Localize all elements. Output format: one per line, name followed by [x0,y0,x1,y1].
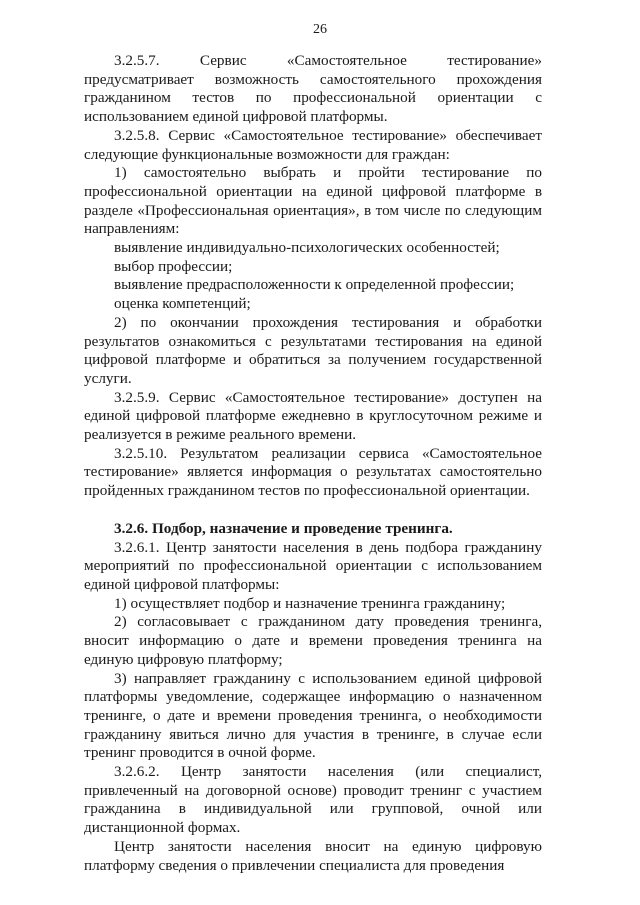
paragraph-3-2-6-2: 3.2.6.2. Центр занятости населения (или специалист, привлеченный на договорной основе) проводит тренинг с участием гражданина в индивидуальной или групповой, очной или дистанционной формах. [84,763,542,837]
document-body [84,52,542,875]
list-item: выявление индивидуально-психологических особенностей; [114,239,500,257]
list-item: 2) согласовывает с гражданином дату проведения тренинга, вносит информацию о дате и времени проведения тренинга на единую цифровую платформу; [84,613,542,668]
list-item: выявление предрасположенности к определенной профессии; [114,276,515,294]
paragraph-3-2-6-1: 3.2.6.1. Центр занятости населения в день подбора гражданину мероприятий по профессиональной ориентации с использованием единой цифровой платформы: [84,538,542,593]
list-item: 1) осуществляет подбор и назначение тренинга гражданину; [114,594,506,612]
list-item: 1) самостоятельно выбрать и пройти тестирование по профессиональной ориентации на единой цифровой платформе в разделе «Профессиональная ориентация», в том числе по следующим направлениям: [84,164,542,238]
list-item: выбор профессии; [114,257,233,275]
page-number: 26 [313,22,327,37]
list-item: оценка компетенций; [114,295,251,313]
paragraph-3-2-5-9: 3.2.5.9. Сервис «Самостоятельное тестирование» доступен на единой цифровой платформе ежедневно в круглосуточном режиме и реализуется в режиме реального времени. [84,388,542,444]
paragraph-3-2-5-7: 3.2.5.7. Сервис «Самостоятельное тестирование» предусматривает возможность самостоятельного прохождения гражданином тестов по профессиональной ориентации с использованием единой цифровой платформы. [84,52,542,126]
list-item: 2) по окончании прохождения тестирования и обработки результатов ознакомиться с результатами тестирования на единой цифровой платформе и обратиться за получением государственной услуги. [84,313,542,387]
paragraph-3-2-5-8: 3.2.5.8. Сервис «Самостоятельное тестирование» обеспечивает следующие функциональные возможности для граждан: [84,126,542,163]
list-item: 3) направляет гражданину с использованием единой цифровой платформы уведомление, содержащее информацию о назначенном тренинге, о дате и времени проведения тренинга, о необходимости гражданину явиться лично для участия в тренинге, в случае если тренинг проводится в очной форме. [84,669,542,762]
paragraph-3-2-5-10: 3.2.5.10. Результатом реализации сервиса «Самостоятельное тестирование» является информация о результатах самостоятельно пройденных гражданином тестов по профессиональной ориентации. [84,444,542,500]
paragraph-continued: Центр занятости населения вносит на единую цифровую платформу сведения о привлечении специалиста для проведения [84,837,542,874]
section-heading-3-2-6: 3.2.6. Подбор, назначение и проведение тренинга. [114,519,453,537]
